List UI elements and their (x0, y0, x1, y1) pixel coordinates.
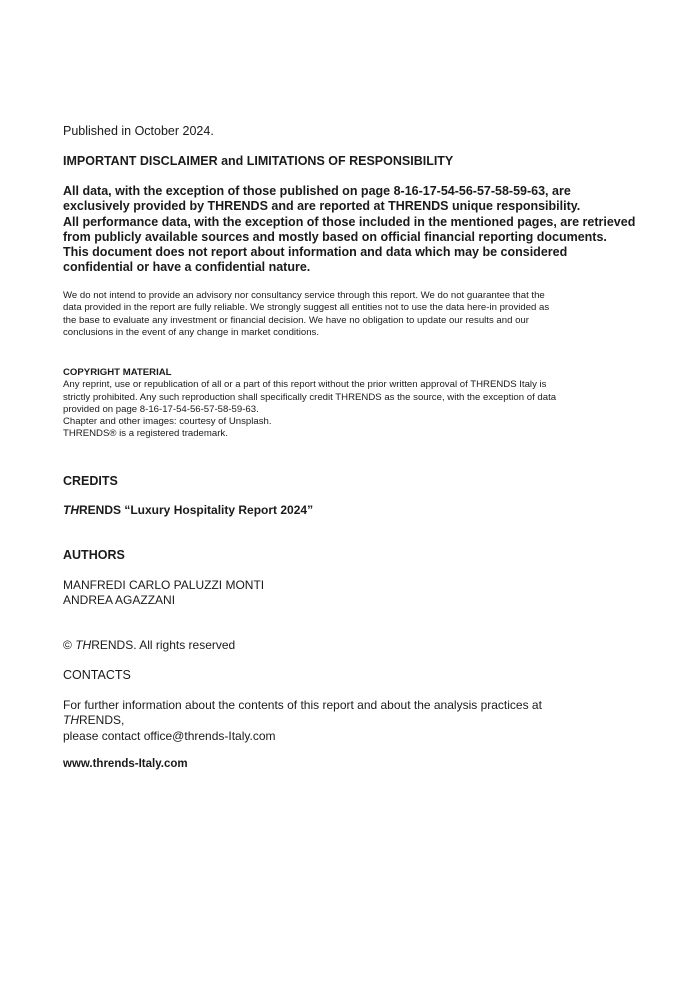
copyright-symbol: © (63, 638, 76, 652)
disclaimer-line: All data, with the exception of those published on page 8-16-17-54-56-57-58-59-63, are (63, 184, 571, 198)
brand-rest: RENDS, (79, 713, 125, 728)
brand-rest: RENDS (79, 503, 122, 517)
authors-list (63, 578, 643, 609)
copyright-section (63, 367, 643, 441)
publication-date: Published in October 2024. (63, 124, 214, 138)
advisory-line: the base to evaluate any investment or financial decision. We have no obligation to update our results and our (63, 314, 529, 326)
copyright-line: THRENDS® is a registered trademark. (63, 428, 228, 440)
contact-email-line[interactable]: please contact office@thrends-Italy.com (63, 728, 276, 743)
disclaimer-line: confidential or have a confidential nature. (63, 260, 311, 275)
disclaimer-line: from publicly available sources and mostly based on official financial reporting documents. (63, 229, 607, 244)
disclaimer-line: This document does not report about information and data which may be considered (63, 245, 568, 260)
advisory-line: conclusions in the event of any change in market conditions. (63, 326, 319, 338)
brand-italic: TH (63, 503, 79, 517)
copyright-line: Any reprint, use or republication of all or a part of this report without the prior written approval of THRENDS Italy is (63, 379, 547, 391)
author-name: ANDREA AGAZZANI (63, 593, 176, 608)
copyright-line: strictly prohibited. Any such reproduction shall specifically credit THRENDS as the source, with the exception of data (63, 391, 557, 403)
contact-text (63, 698, 643, 744)
brand-italic: TH (63, 713, 79, 728)
report-name: “Luxury Hospitality Report 2024” (121, 503, 314, 517)
rights-text: RENDS. All rights reserved (91, 638, 236, 652)
advisory-line: data provided in the report are fully reliable. We strongly suggest all entities not to use the data here-in provided as (63, 302, 550, 314)
copyright-line: provided on page 8-16-17-54-56-57-58-59-63. (63, 403, 259, 415)
copyright-line: Chapter and other images: courtesy of Unsplash. (63, 416, 272, 428)
authors-heading: AUTHORS (63, 548, 125, 562)
report-title (63, 503, 643, 517)
rights-notice (63, 638, 643, 652)
website-link[interactable]: www.thrends-Italy.com (63, 758, 188, 770)
contact-line: For further information about the contents of this report and about the analysis practices at (63, 698, 542, 712)
brand-italic: TH (75, 638, 92, 652)
disclaimer-line: exclusively provided by THRENDS and are reported at THRENDS unique responsibility. (63, 199, 581, 214)
credits-heading: CREDITS (63, 474, 118, 488)
disclaimer-body (63, 184, 643, 276)
disclaimer-title: IMPORTANT DISCLAIMER and LIMITATIONS OF RESPONSIBILITY (63, 154, 454, 168)
author-name: MANFREDI CARLO PALUZZI MONTI (63, 578, 265, 592)
copyright-title: COPYRIGHT MATERIAL (63, 367, 172, 378)
contact-brand-line (63, 713, 643, 728)
advisory-paragraph (63, 290, 643, 339)
advisory-line: We do not intend to provide an advisory nor consultancy service through this report. We do not guarantee that the (63, 290, 545, 301)
contacts-heading: CONTACTS (63, 668, 131, 682)
disclaimer-line: All performance data, with the exception of those included in the mentioned pages, are retrieved (63, 214, 636, 229)
